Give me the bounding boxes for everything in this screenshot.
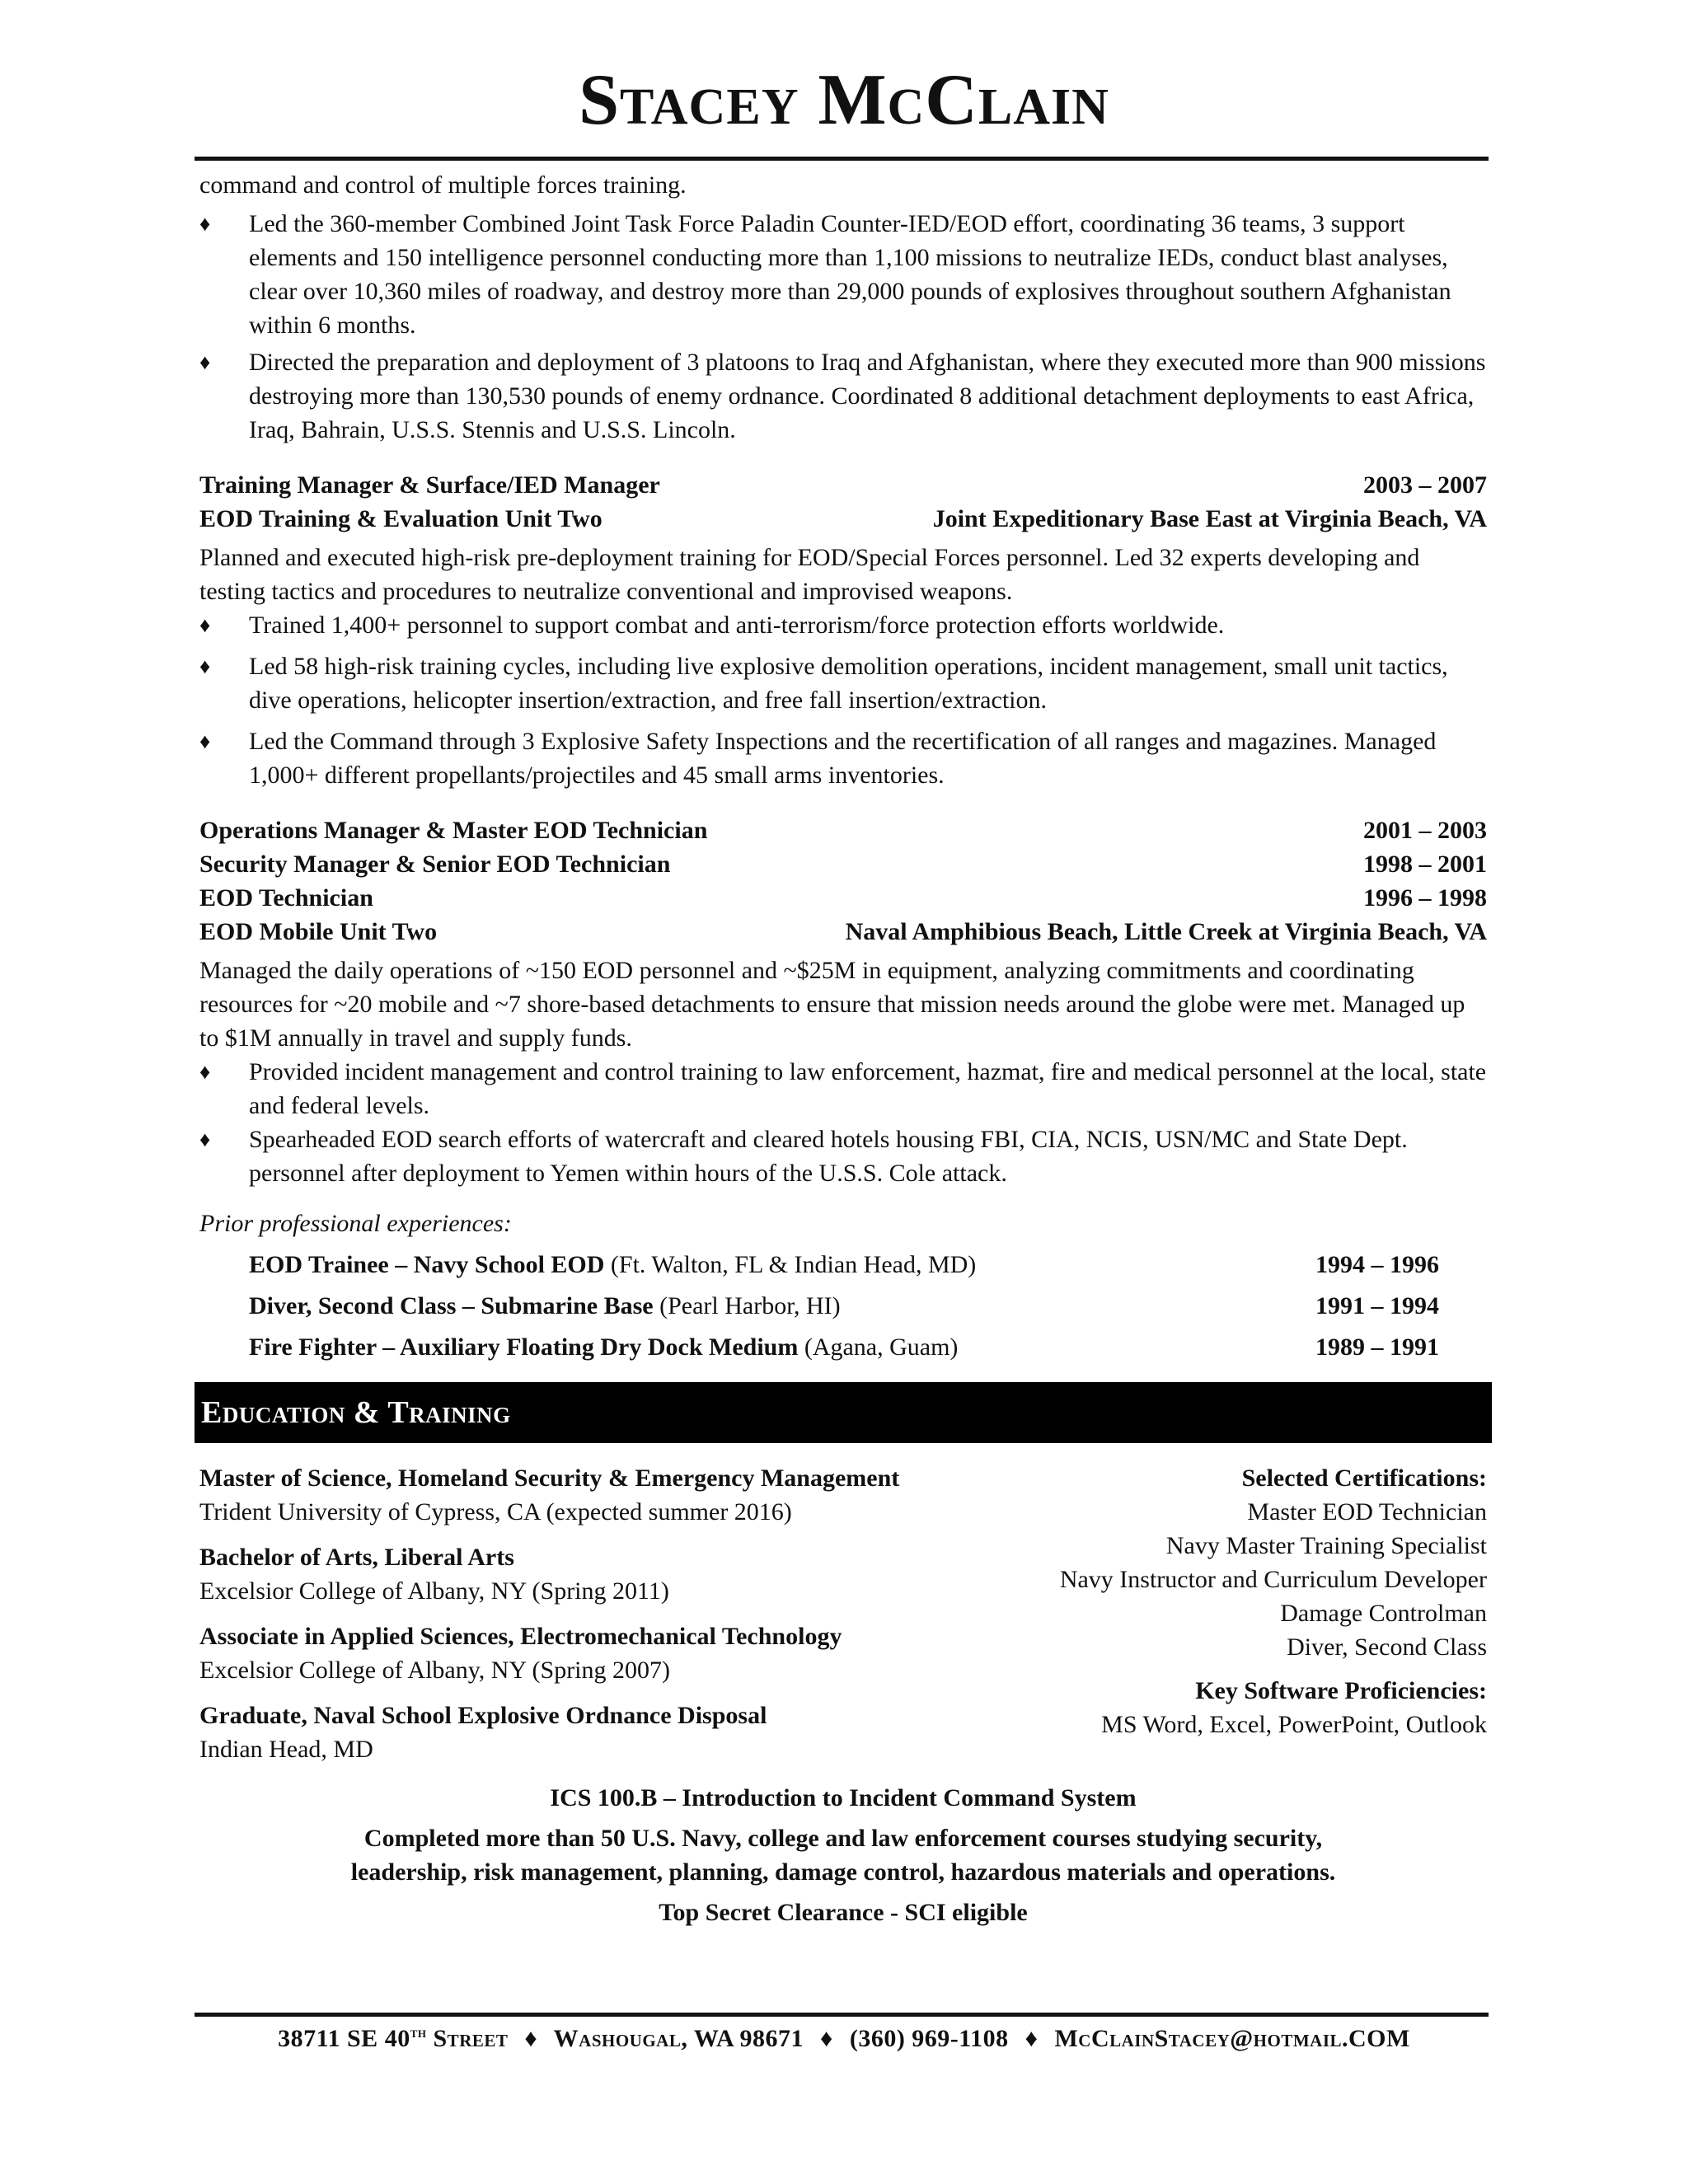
- street-name: Street: [426, 2025, 509, 2052]
- job-title: EOD Technician: [199, 884, 373, 912]
- job-dates: 1998 – 2001: [1363, 851, 1487, 878]
- certification-item: Master EOD Technician: [1247, 1498, 1487, 1526]
- job-dates: 2001 – 2003: [1363, 817, 1487, 844]
- job-bullet-list: [199, 608, 1487, 792]
- job-title-row: [199, 468, 1487, 502]
- degree-item: [199, 1699, 1030, 1766]
- phone-number: (360) 969-1108: [849, 2025, 1009, 2052]
- prior-dates: 1991 – 1994: [1315, 1292, 1439, 1319]
- certifications-column: [1030, 1461, 1487, 1766]
- diamond-separator-icon: ♦: [1025, 2025, 1039, 2052]
- resume-content: [199, 168, 1487, 1929]
- job-dates: 1996 – 1998: [1363, 884, 1487, 912]
- prior-dates: 1994 – 1996: [1315, 1251, 1439, 1278]
- degree-school: Trident University of Cypress, CA (expected summer 2016): [199, 1498, 792, 1526]
- candidate-name: Stacey McClain: [579, 60, 1109, 140]
- job-summary: Managed the daily operations of ~150 EOD personnel and ~$25M in equipment, analyzing commitments and coordinating resources for ~20 mobile and ~7 shore-based detachments to ensure that mission needs around the globe were met. Managed up to $1M annually in travel and supply funds.: [199, 957, 1465, 1052]
- certification-item: Navy Master Training Specialist: [1165, 1532, 1487, 1559]
- job-dates: 2003 – 2007: [1363, 471, 1487, 499]
- job-title: Training Manager & Surface/IED Manager: [199, 471, 660, 499]
- education-columns: [199, 1461, 1487, 1766]
- job-unit-row: [199, 915, 1487, 949]
- certification-item: Navy Instructor and Curriculum Developer: [1059, 1566, 1487, 1593]
- clearance: Top Secret Clearance - SCI eligible: [659, 1899, 1028, 1926]
- diamond-separator-icon: ♦: [524, 2025, 538, 2052]
- degree-title: Graduate, Naval School Explosive Ordnance Disposal: [199, 1702, 767, 1729]
- courses-line: leadership, risk management, planning, damage control, hazardous materials and operations.: [350, 1858, 1336, 1886]
- prior-role: EOD Trainee – Navy School EOD: [249, 1251, 605, 1278]
- job-unit: EOD Mobile Unit Two: [199, 918, 438, 945]
- prior-role: Fire Fighter – Auxiliary Floating Dry Dock Medium: [249, 1333, 799, 1361]
- degree-item: [199, 1619, 1030, 1687]
- list-item: ♦ Led the 360-member Combined Joint Task Force Paladin Counter-IED/EOD effort, coordinating 36 teams, 3 support elements and 150 intelligence personnel conducting more than 1,100 missions to neutralize IEDs, conduct blast analyses, clear over 10,360 miles of roadway, and destroy more than 29,000 pounds of explosives throughout southern Afghanistan within 6 months.: [199, 207, 1487, 342]
- degree-school: Excelsior College of Albany, NY (Spring 2011): [199, 1577, 669, 1605]
- job-title-row: [199, 813, 1487, 847]
- prior-item: [249, 1248, 1439, 1282]
- education-section-header: [195, 1382, 1492, 1443]
- degree-title: Master of Science, Homeland Security & Emergency Management: [199, 1465, 900, 1492]
- prior-role: Diver, Second Class – Submarine Base: [249, 1292, 654, 1319]
- contact-footer: [0, 2024, 1688, 2053]
- job-title: Operations Manager & Master EOD Technician: [199, 817, 708, 844]
- degree-list: [199, 1461, 1030, 1766]
- bottom-divider: [195, 2013, 1489, 2017]
- degree-title: Associate in Applied Sciences, Electromechanical Technology: [199, 1623, 842, 1650]
- job-location: Naval Amphibious Beach, Little Creek at Virginia Beach, VA: [845, 918, 1487, 945]
- list-item: ♦ Directed the preparation and deployment of 3 platoons to Iraq and Afghanistan, where they executed more than 900 missions destroying more than 130,530 pounds of enemy ordnance. Coordinated 8 additional detachment deployments to east Africa, Iraq, Bahrain, U.S.S. Stennis and U.S.S. Lincoln.: [199, 345, 1487, 447]
- address-street: [278, 2025, 508, 2052]
- certifications-title: Selected Certifications:: [1241, 1465, 1487, 1492]
- job-title: Security Manager & Senior EOD Technician: [199, 851, 671, 878]
- job-training-manager: [199, 468, 1487, 792]
- job-unit-row: [199, 502, 1487, 536]
- intro-bullet-list: [199, 207, 1487, 447]
- list-item: ♦ Trained 1,400+ personnel to support combat and anti-terrorism/force protection efforts worldwide.: [199, 608, 1487, 642]
- degree-title: Bachelor of Arts, Liberal Arts: [199, 1544, 514, 1571]
- email-link[interactable]: McClainStacey@hotmail.COM: [1054, 2025, 1410, 2052]
- street-suffix: th: [410, 2024, 427, 2041]
- job-title-row: [199, 881, 1487, 915]
- degree-school: Indian Head, MD: [199, 1736, 373, 1763]
- certification-item: Diver, Second Class: [1287, 1633, 1487, 1661]
- job-location: Joint Expeditionary Base East at Virginia Beach, VA: [932, 505, 1487, 532]
- job-unit: EOD Training & Evaluation Unit Two: [199, 505, 603, 532]
- software-list: MS Word, Excel, PowerPoint, Outlook: [1101, 1711, 1487, 1738]
- top-divider: [195, 157, 1489, 161]
- prior-item: [249, 1289, 1439, 1323]
- ics-course: ICS 100.B – Introduction to Incident Command System: [550, 1784, 1137, 1811]
- job-title-row: [199, 847, 1487, 881]
- degree-item: [199, 1540, 1030, 1608]
- diamond-separator-icon: ♦: [820, 2025, 833, 2052]
- list-item: ♦ Spearheaded EOD search efforts of watercraft and cleared hotels housing FBI, CIA, NCIS, USN/MC and State Dept. personnel after deployment to Yemen within hours of the U.S.S. Cole attack.: [199, 1122, 1487, 1190]
- address-city: Washougal, WA 98671: [553, 2025, 804, 2052]
- list-item: ♦ Led 58 high-risk training cycles, including live explosive demolition operations, incident management, small unit tactics, dive operations, helicopter insertion/extraction, and free fall insertion/extraction.: [199, 649, 1487, 717]
- software-title: Key Software Proficiencies:: [1195, 1677, 1487, 1704]
- job-operations-manager: [199, 813, 1487, 1190]
- courses-line: Completed more than 50 U.S. Navy, college and law enforcement courses studying security,: [363, 1825, 1323, 1852]
- list-item: ♦ Led the Command through 3 Explosive Safety Inspections and the recertification of all ranges and magazines. Managed 1,000+ different propellants/projectiles and 45 small arms inventories.: [199, 724, 1487, 792]
- prior-place: (Pearl Harbor, HI): [653, 1292, 841, 1319]
- job-bullet-list: [199, 1055, 1487, 1190]
- prior-place: (Ft. Walton, FL & Indian Head, MD): [604, 1251, 977, 1278]
- job-summary: Planned and executed high-risk pre-deployment training for EOD/Special Forces personnel. Led 32 experts developing and testing tactics and procedures to neutralize conventional and improvised weapons.: [199, 544, 1420, 605]
- list-item: ♦ Provided incident management and control training to law enforcement, hazmat, fire and medical personnel at the local, state and federal levels.: [199, 1055, 1487, 1122]
- courses-summary: [199, 1821, 1487, 1889]
- intro-continuation: command and control of multiple forces training.: [199, 171, 687, 199]
- prior-dates: 1989 – 1991: [1315, 1333, 1439, 1361]
- prior-experience-list: [199, 1248, 1439, 1364]
- prior-experience-title: Prior professional experiences:: [199, 1210, 512, 1237]
- degree-school: Excelsior College of Albany, NY (Spring 2007): [199, 1657, 671, 1684]
- street-number: 38711 SE 40: [278, 2025, 410, 2052]
- degree-item: [199, 1461, 1030, 1529]
- section-title: Education & Training: [201, 1394, 511, 1430]
- certification-item: Damage Controlman: [1280, 1600, 1487, 1627]
- prior-place: (Agana, Guam): [798, 1333, 959, 1361]
- prior-item: [249, 1330, 1439, 1364]
